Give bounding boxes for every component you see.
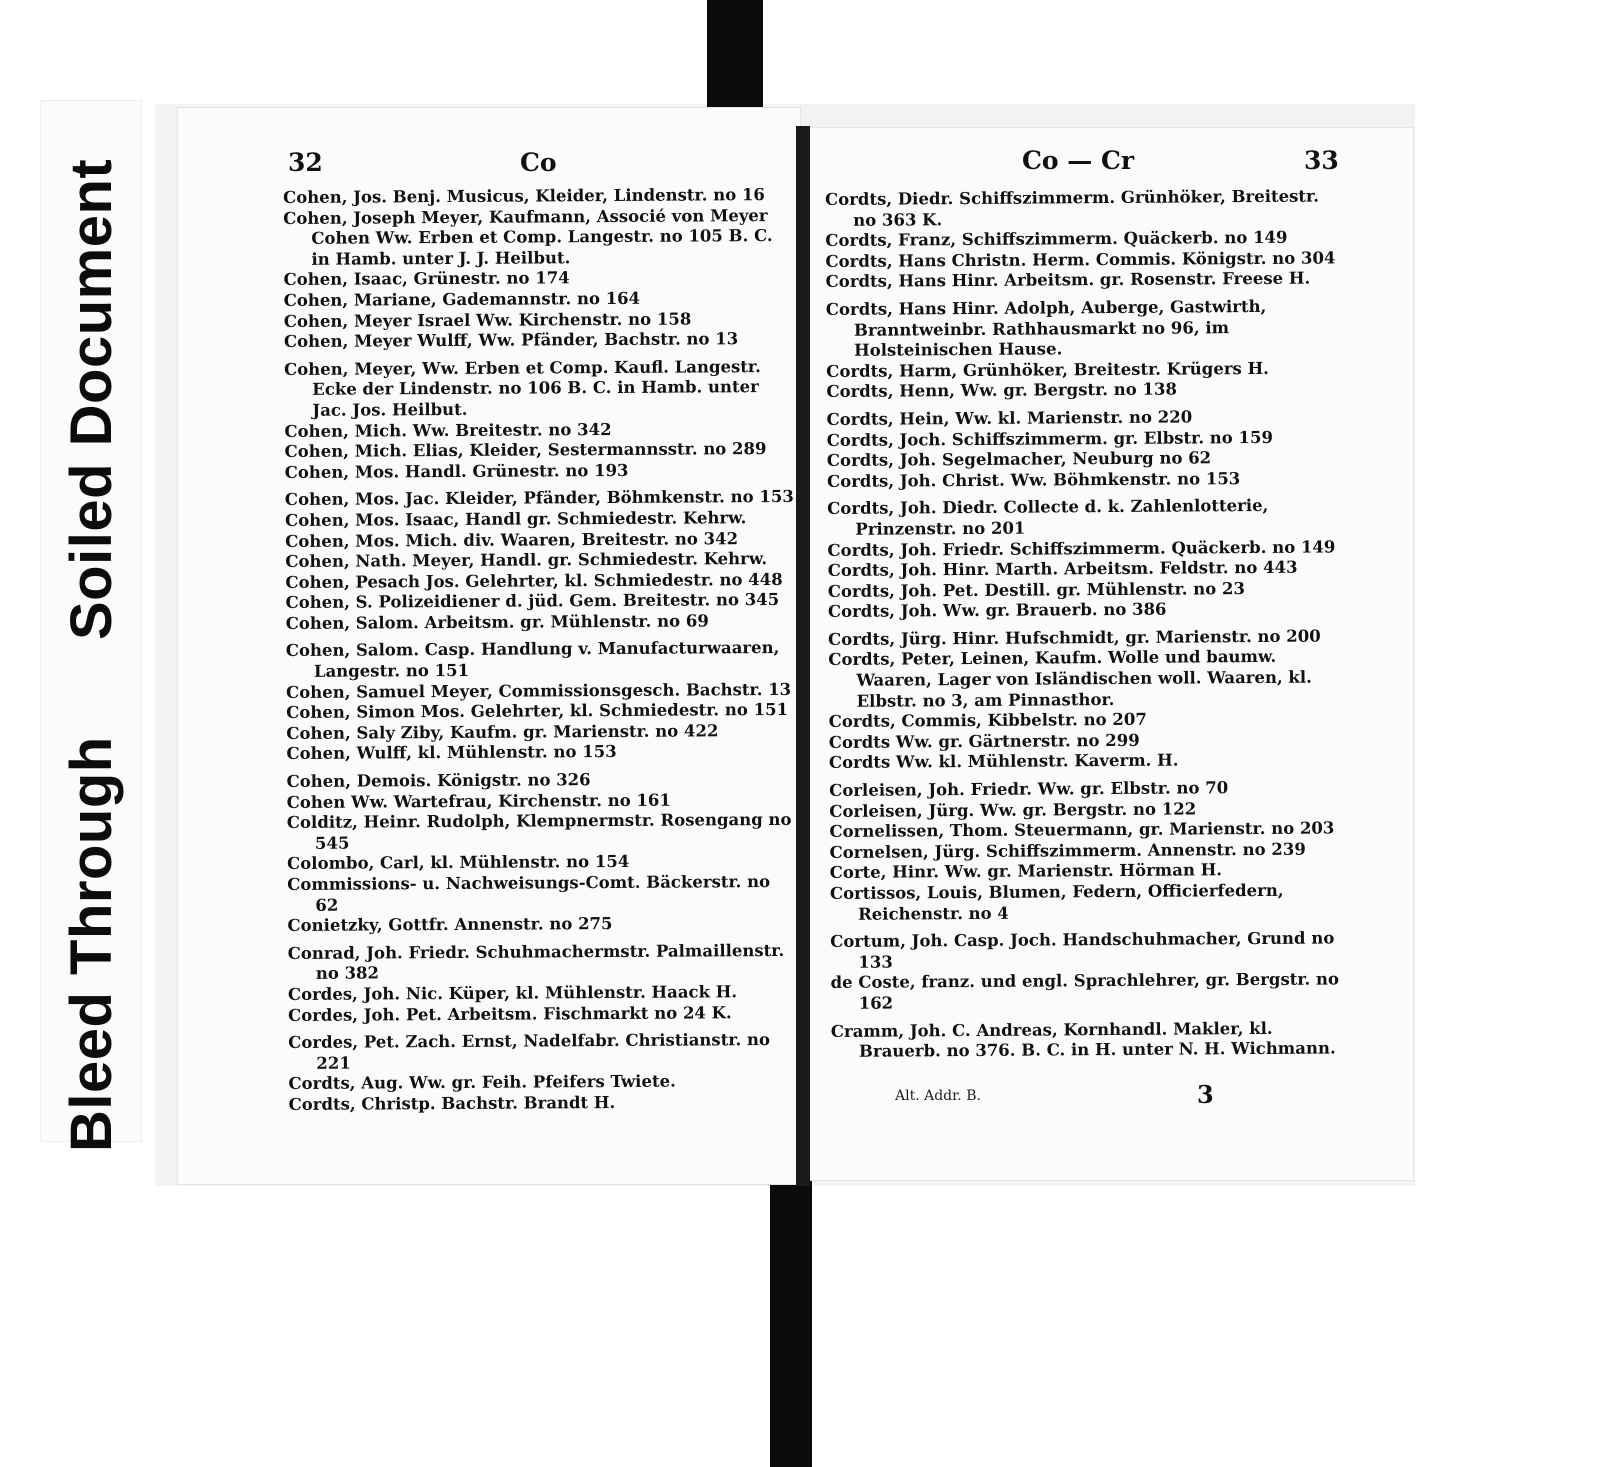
directory-entry: Cohen, Wulff, kl. Mühlenstr. no 153 [286, 742, 617, 764]
directory-entry: Cohen, Salom. Arbeitsm. gr. Mühlenstr. no 69 [285, 611, 709, 633]
directory-entry: Cohen Ww. Wartefrau, Kirchenstr. no 161 [286, 790, 671, 812]
directory-entry: Cordes, Joh. Pet. Arbeitsm. Fischmarkt no 24 K. [287, 1002, 732, 1025]
directory-entry: Cohen, Samuel Meyer, Commissionsgesch. Bachstr. 13 [286, 679, 792, 702]
directory-entry: Cordes, Joh. Nic. Küper, kl. Mühlenstr. Haack H. [287, 982, 738, 1004]
directory-entry: Cordts, Joh. Pet. Destill. gr. Mühlenstr. no 23 [827, 578, 1246, 601]
directory-entry: Cohen, Mos. Isaac, Handl gr. Schmiedestr. Kehrw. [284, 508, 747, 530]
directory-entry: Cornelissen, Thom. Steuermann, gr. Marienstr. no 203 [829, 818, 1335, 842]
right-running-head: Co — Cr [1022, 146, 1135, 175]
directory-entry: Cohen, Simon Mos. Gelehrter, kl. Schmiedestr. no 151 [286, 700, 789, 723]
directory-entry: Corleisen, Joh. Friedr. Ww. gr. Elbstr. no 70 [829, 778, 1229, 801]
directory-entry: Cordts Ww. gr. Gärtnerstr. no 299 [828, 730, 1140, 752]
directory-entry: Conrad, Joh. Friedr. Schuhmachermstr. Palmaillenstr. no 382 [287, 940, 785, 984]
directory-entry: Commissions- u. Nachweisungs-Comt. Bäckerstr. no 62 [287, 872, 771, 915]
directory-entry: Cordes, Pet. Zach. Ernst, Nadelfabr. Christianstr. no 221 [288, 1030, 771, 1073]
directory-entry: Cordts, Franz, Schiffszimmerm. Quäckerb. no 149 [825, 227, 1288, 251]
directory-entry: Cordts, Joh. Diedr. Collecte d. k. Zahlenlotterie, Prinzenstr. no 201 [827, 496, 1269, 539]
directory-entry: Cohen, Demois. Königstr. no 326 [286, 770, 591, 792]
directory-entry: Cordts Ww. kl. Mühlenstr. Kaverm. H. [828, 750, 1179, 773]
directory-entry: Cohen, Mos. Handl. Grünestr. no 193 [284, 460, 629, 482]
directory-entry: Cohen, Meyer, Ww. Erben et Comp. Kaufl. Langestr. Ecke der Lindenstr. no 106 B. C. in Hamb. unter Jac. Jos. Heilbut. [284, 356, 761, 420]
directory-entry: Cordts, Diedr. Schiffszimmerm. Grünhöker, Breitestr. no 363 K. [825, 186, 1319, 230]
directory-entry: Cordts, Christp. Bachstr. Brandt H. [288, 1092, 616, 1114]
left-page-number: 32 [288, 148, 323, 177]
soiled-document-stamp: Soiled Document [59, 158, 124, 640]
left-entry-list [283, 185, 799, 1116]
directory-entry: Cordts, Commis, Kibbelstr. no 207 [828, 710, 1147, 732]
directory-entry: Cohen, Pesach Jos. Gelehrter, kl. Schmiedestr. no 448 [285, 569, 783, 592]
right-entry-list [825, 186, 1351, 1062]
directory-entry: Cohen, Mos. Jac. Kleider, Pfänder, Böhmkenstr. no 153 [284, 487, 794, 510]
directory-entry: Cohen, Nath. Meyer, Handl. gr. Schmiedestr. Kehrw. [285, 549, 768, 572]
directory-entry: Cordts, Joh. Segelmacher, Neuburg no 62 [826, 448, 1212, 471]
directory-entry: Cordts, Jürg. Hinr. Hufschmidt, gr. Marienstr. no 200 [828, 626, 1321, 649]
directory-entry: Cordts, Joh. Friedr. Schiffszimmerm. Quäckerb. no 149 [827, 536, 1336, 560]
directory-entry: Cohen, Jos. Benj. Musicus, Kleider, Lindenstr. no 16 [283, 185, 765, 207]
directory-entry: Cramm, Joh. C. Andreas, Kornhandl. Makler, kl. Brauerb. no 376. B. C. in H. unter N. H. Wichmann. [830, 1018, 1336, 1061]
directory-entry: Cohen, Meyer Israel Ww. Kirchenstr. no 158 [283, 309, 692, 331]
directory-entry: Cordts, Hans Christn. Herm. Commis. Königstr. no 304 [825, 248, 1336, 271]
directory-entry: Cohen, Mich. Elias, Kleider, Sestermannsstr. no 289 [284, 439, 767, 462]
directory-entry: Colombo, Carl, kl. Mühlenstr. no 154 [287, 852, 630, 874]
directory-entry: Cohen, Meyer Wulff, Ww. Pfänder, Bachstr. no 13 [283, 329, 739, 352]
directory-entry: Cohen, Mich. Ww. Breitestr. no 342 [284, 419, 612, 441]
directory-entry: Cordts, Harm, Grünhöker, Breitestr. Krügers H. [826, 358, 1269, 381]
directory-entry: Cordts, Hans Hinr. Adolph, Auberge, Gastwirth, Branntweinbr. Rathhausmarkt no 96, im Holsteinischen Hause. [825, 296, 1267, 360]
directory-entry: Cornelsen, Jürg. Schiffszimmerm. Annenstr. no 239 [829, 839, 1306, 862]
directory-entry: Cohen, Isaac, Grünestr. no 174 [283, 268, 570, 290]
left-running-head: Co [520, 148, 557, 177]
spine-shadow-bottom [770, 1180, 812, 1467]
directory-entry: Cohen, Saly Ziby, Kaufm. gr. Marienstr. no 422 [286, 721, 719, 743]
footer-signature-line: Alt. Addr. B. [895, 1088, 981, 1104]
directory-entry: Cordts, Joh. Christ. Ww. Böhmkenstr. no 153 [826, 468, 1241, 491]
gathering-signature-mark: 3 [1197, 1080, 1214, 1109]
directory-entry: Cordts, Joch. Schiffszimmerm. gr. Elbstr. no 159 [826, 427, 1274, 450]
directory-entry: de Coste, franz. und engl. Sprachlehrer, gr. Bergstr. no 162 [830, 969, 1340, 1013]
directory-entry: Cohen, Joseph Meyer, Kaufmann, Associé von Meyer Cohen Ww. Erben et Comp. Langestr. no 105 B. C. in Hamb. unter J. J. Heilbut. [283, 205, 773, 269]
directory-entry: Cortissos, Louis, Blumen, Federn, Officierfedern, Reichenstr. no 4 [829, 880, 1284, 924]
directory-entry: Cordts, Aug. Ww. gr. Feih. Pfeifers Twiete. [288, 1071, 676, 1094]
directory-entry: Conietzky, Gottfr. Annenstr. no 275 [287, 914, 613, 936]
directory-entry: Cohen, Mos. Mich. div. Waaren, Breitestr. no 342 [285, 528, 739, 551]
bleed-through-stamp: Bleed Through [59, 736, 124, 1152]
directory-entry: Cordts, Joh. Ww. gr. Brauerb. no 386 [827, 599, 1167, 622]
directory-entry: Corte, Hinr. Ww. gr. Marienstr. Hörman H. [829, 860, 1223, 883]
directory-entry: Cohen, Mariane, Gademannstr. no 164 [283, 288, 641, 310]
directory-entry: Cortum, Joh. Casp. Joch. Handschuhmacher, Grund no 133 [830, 928, 1335, 972]
directory-entry: Colditz, Heinr. Rudolph, Klempnermstr. Rosengang no 545 [286, 810, 792, 853]
directory-entry: Corleisen, Jürg. Ww. gr. Bergstr. no 122 [829, 799, 1197, 821]
directory-entry: Cordts, Peter, Leinen, Kaufm. Wolle und baumw. Waaren, Lager von Isländischen woll. Waaren, kl. Elbstr. no 3, am Pinnasthor. [828, 647, 1312, 711]
directory-entry: Cohen, S. Polizeidiener d. jüd. Gem. Breitestr. no 345 [285, 590, 780, 613]
directory-entry: Cordts, Joh. Hinr. Marth. Arbeitsm. Feldstr. no 443 [827, 557, 1298, 581]
right-page-number: 33 [1304, 146, 1339, 175]
directory-entry: Cohen, Salom. Casp. Handlung v. Manufacturwaaren, Langestr. no 151 [285, 638, 780, 681]
directory-entry: Cordts, Hans Hinr. Arbeitsm. gr. Rosenstr. Freese H. [825, 268, 1311, 292]
directory-entry: Cordts, Henn, Ww. gr. Bergstr. no 138 [826, 379, 1178, 402]
directory-entry: Cordts, Hein, Ww. kl. Marienstr. no 220 [826, 407, 1193, 429]
